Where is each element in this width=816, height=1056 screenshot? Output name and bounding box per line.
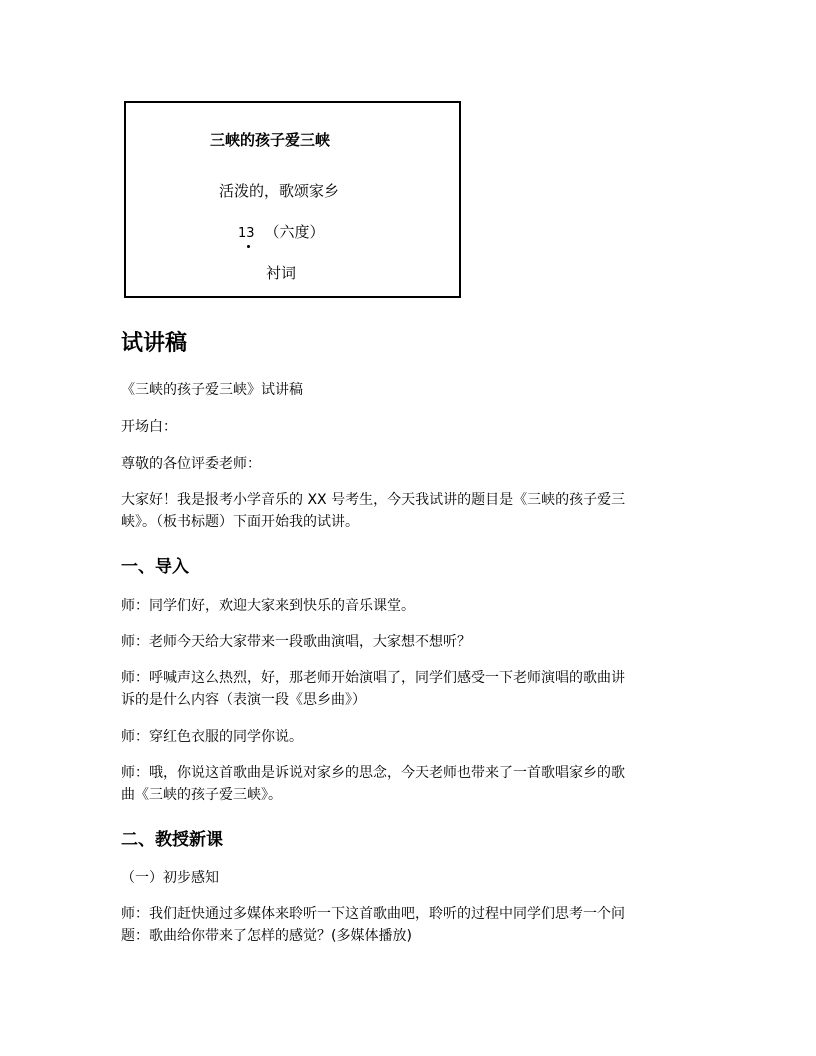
section-heading-new-lesson: 二、教授新课 (121, 830, 223, 850)
paragraph-intro-line-1: 大家好！我是报考小学音乐的 XX 号考生，今天我试讲的题目是《三峡的孩子爱三 (121, 492, 626, 508)
document-heading: 试讲稿 (121, 331, 188, 356)
beat-number-text: 13 (238, 226, 255, 241)
paragraph-opening: 开场白： (121, 419, 177, 435)
board-lining: 衬词 (266, 264, 297, 282)
board-beat-row (238, 221, 325, 242)
paragraph-line: 师：穿红色衣服的同学你说。 (121, 729, 303, 745)
subsection-heading: （一）初步感知 (121, 870, 219, 886)
paragraph-line: 题：歌曲给你带来了怎样的感觉？(多媒体播放) (121, 928, 412, 944)
blackboard-summary-box (124, 101, 461, 298)
paragraph-line: 师：我们赶快通过多媒体来聆听一下这首歌曲吧，聆听的过程中同学们思考一个问 (121, 906, 625, 922)
board-mood: 活泼的，歌颂家乡 (219, 182, 340, 200)
board-title: 三峡的孩子爱三峡 (210, 131, 331, 149)
board-tempo: （六度） (264, 223, 325, 241)
paragraph-line: 诉的是什么内容（表演一段《思乡曲》） (121, 692, 366, 708)
paragraph-line: 师：同学们好，欢迎大家来到快乐的音乐课堂。 (121, 598, 415, 614)
beat-number (238, 226, 255, 241)
paragraph-line: 师：呼喊声这么热烈，好，那老师开始演唱了，同学们感受一下老师演唱的歌曲讲 (121, 670, 625, 686)
paragraph-line: 师：老师今天给大家带来一段歌曲演唱，大家想不想听？ (121, 634, 471, 650)
paragraph-intro-line-2: 峡》。（板书标题）下面开始我的试讲。 (121, 514, 359, 530)
paragraph-line: 曲《三峡的孩子爱三峡》。 (121, 787, 282, 803)
paragraph-title: 《三峡的孩子爱三峡》试讲稿 (121, 382, 303, 398)
beat-dot-icon (247, 245, 250, 248)
paragraph-line: 师：哦，你说这首歌曲是诉说对家乡的思念，今天老师也带来了一首歌唱家乡的歌 (121, 765, 625, 781)
section-heading-intro: 一、导入 (121, 557, 189, 577)
paragraph-greeting: 尊敬的各位评委老师： (121, 456, 261, 472)
